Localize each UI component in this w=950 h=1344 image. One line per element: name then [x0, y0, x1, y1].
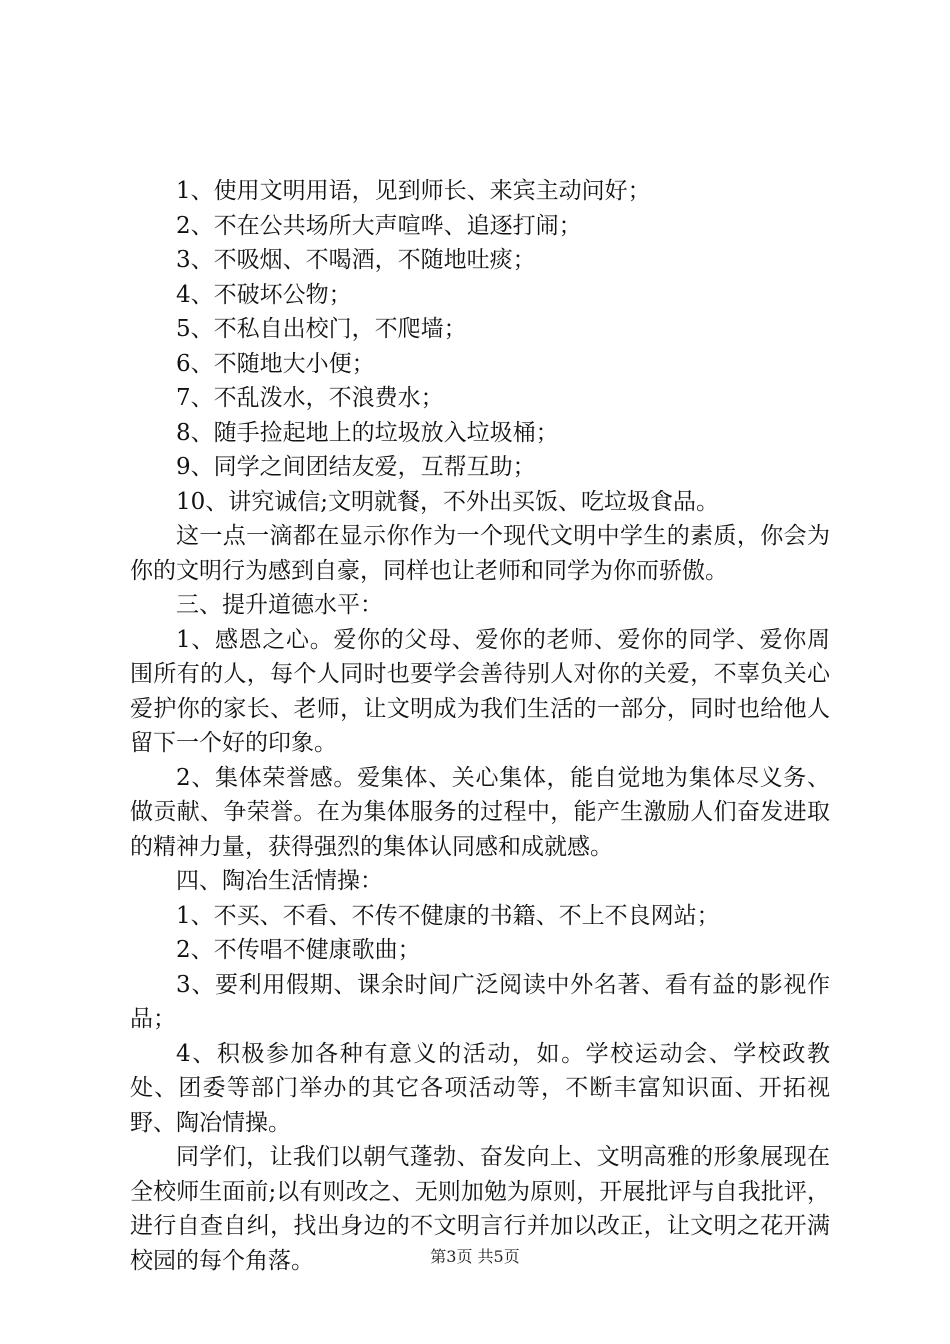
document-body — [130, 174, 830, 1278]
page-number: 第3页 共5页 — [430, 1247, 520, 1266]
paragraph: 1、感恩之心。爱你的父母、爱你的老师、爱你的同学、爱你周围所有的人，每个人同时也要学会善待别人对你的关爱，不辜负关心爱护你的家长、老师，让文明成为我们生活的一部分，同时也给他人留下一个好的印象。 — [130, 626, 830, 756]
list-item: 9、同学之间团结友爱，互帮互助； — [176, 454, 536, 480]
list-item: 5、不私自出校门，不爬墙； — [176, 316, 467, 342]
paragraph: 这一点一滴都在显示你作为一个现代文明中学生的素质，你会为你的文明行为感到自豪，同样也让老师和同学为你而骄傲。 — [130, 523, 830, 584]
list-item: 6、不随地大小便； — [176, 350, 375, 377]
list-item: 3、不吸烟、不喝酒，不随地吐痰； — [176, 247, 536, 273]
list-item: 1、使用文明用语，见到师长、来宾主动问好； — [176, 178, 651, 204]
list-item: 3、要利用假期、课余时间广泛阅读中外名著、看有益的影视作品； — [130, 971, 830, 1032]
paragraph: 2、集体荣誉感。爱集体、关心集体，能自觉地为集体尽义务、做贡献、争荣誉。在为集体服务的过程中，能产生激励人们奋发进取的精神力量，获得强烈的集体认同感和成就感。 — [130, 764, 830, 860]
list-item: 7、不乱泼水，不浪费水； — [176, 385, 444, 411]
list-item: 10、讲究诚信;文明就餐，不外出买饭、吃垃圾食品。 — [176, 488, 720, 515]
list-item: 1、不买、不看、不传不健康的书籍、不上不良网站； — [176, 902, 720, 929]
section-heading: 三、提升道德水平： — [176, 592, 383, 618]
list-item: 2、不在公共场所大声喧哗、追逐打闹； — [176, 212, 582, 239]
paragraph: 同学们，让我们以朝气蓬勃、奋发向上、文明高雅的形象展现在全校师生面前;以有则改之、无则加勉为原则，开展批评与自我批评，进行自查自纠，找出身边的不文明言行并加以改正，让文明之花开满校园的每个角落。 — [130, 1144, 830, 1274]
list-item: 2、不传唱不健康歌曲； — [176, 937, 421, 963]
list-item: 8、随手捡起地上的垃圾放入垃圾桶； — [176, 419, 559, 446]
section-heading: 四、陶冶生活情操： — [176, 868, 383, 894]
list-item: 4、积极参加各种有意义的活动，如。学校运动会、学校政教处、团委等部门举办的其它各项活动等，不断丰富知识面、开拓视野、陶冶情操。 — [130, 1040, 830, 1136]
list-item: 4、不破坏公物； — [176, 281, 352, 308]
